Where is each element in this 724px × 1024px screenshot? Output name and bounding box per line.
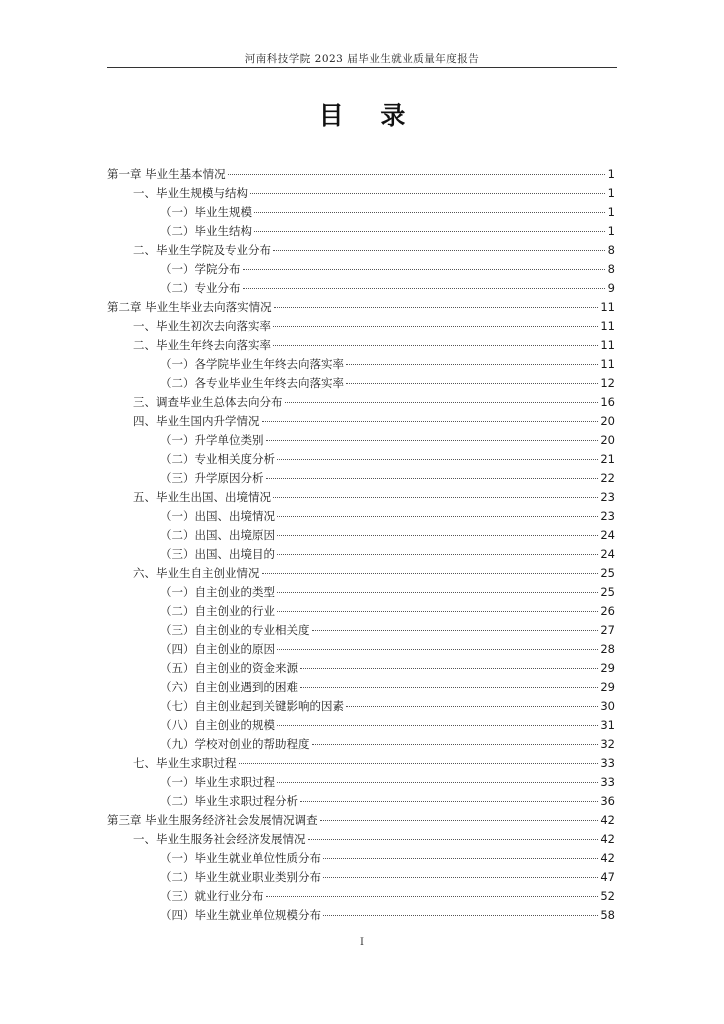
toc-entry-text: 一、毕业生规模与结构 xyxy=(133,186,248,200)
toc-entry[interactable] xyxy=(107,355,615,374)
toc-dot-leader xyxy=(262,573,599,574)
toc-dot-leader xyxy=(273,345,598,346)
toc-dot-leader xyxy=(300,801,598,802)
toc-dot-leader xyxy=(308,839,599,840)
toc-entry[interactable] xyxy=(107,526,615,545)
toc-entry[interactable] xyxy=(107,222,615,241)
toc-entry-page: 11 xyxy=(600,300,615,314)
toc-entry[interactable] xyxy=(107,792,615,811)
toc-entry-text: 二、毕业生年终去向落实率 xyxy=(133,338,271,352)
toc-entry[interactable] xyxy=(107,716,615,735)
toc-entry[interactable] xyxy=(107,165,615,184)
toc-entry[interactable] xyxy=(107,697,615,716)
toc-entry-text: （一）毕业生规模 xyxy=(160,205,252,219)
toc-entry-page: 25 xyxy=(600,566,615,580)
toc-entry-page: 12 xyxy=(600,376,615,390)
toc-dot-leader xyxy=(250,193,605,194)
toc-entry[interactable] xyxy=(107,507,615,526)
toc-dot-leader xyxy=(277,535,598,536)
toc-entry[interactable] xyxy=(107,830,615,849)
toc-entry-text: 三、调查毕业生总体去向分布 xyxy=(133,395,283,409)
toc-entry-text: （一）毕业生就业单位性质分布 xyxy=(160,851,321,865)
toc-dot-leader xyxy=(277,725,598,726)
toc-dot-leader xyxy=(243,288,606,289)
toc-entry-text: （四）自主创业的原因 xyxy=(160,642,275,656)
toc-title: 目 录 xyxy=(318,101,420,130)
toc-entry-text: 第二章 毕业生毕业去向落实情况 xyxy=(107,300,272,314)
toc-entry[interactable] xyxy=(107,412,615,431)
toc-entry[interactable] xyxy=(107,659,615,678)
toc-dot-leader xyxy=(277,516,598,517)
toc-dot-leader xyxy=(323,877,598,878)
toc-entry-text: （二）专业分布 xyxy=(160,281,241,295)
toc-entry[interactable] xyxy=(107,184,615,203)
toc-entry-page: 11 xyxy=(600,357,615,371)
toc-entry-page: 47 xyxy=(600,870,615,884)
toc-entry-page: 11 xyxy=(600,319,615,333)
toc-entry[interactable] xyxy=(107,868,615,887)
toc-entry-text: （二）毕业生求职过程分析 xyxy=(160,794,298,808)
toc-entry-text: 第三章 毕业生服务经济社会发展情况调查 xyxy=(107,813,318,827)
toc-entry-text: 一、毕业生服务社会经济发展情况 xyxy=(133,832,306,846)
toc-entry-text: （三）出国、出境目的 xyxy=(160,547,275,561)
header-rule xyxy=(107,67,617,68)
toc-entry-text: （一）自主创业的类型 xyxy=(160,585,275,599)
toc-entry-text: 第一章 毕业生基本情况 xyxy=(107,167,226,181)
toc-entry[interactable] xyxy=(107,583,615,602)
toc-dot-leader xyxy=(273,497,598,498)
toc-dot-leader xyxy=(300,668,598,669)
toc-entry-text: （一）出国、出境情况 xyxy=(160,509,275,523)
toc-entry[interactable] xyxy=(107,640,615,659)
toc-entry[interactable] xyxy=(107,469,615,488)
toc-entry[interactable] xyxy=(107,241,615,260)
toc-dot-leader xyxy=(273,326,598,327)
running-header: 河南科技学院 2023 届毕业生就业质量年度报告 xyxy=(244,53,480,65)
toc-entry-text: （五）自主创业的资金来源 xyxy=(160,661,298,675)
toc-dot-leader xyxy=(346,383,598,384)
toc-dot-leader xyxy=(266,478,599,479)
toc-entry-page: 1 xyxy=(607,167,615,181)
toc-dot-leader xyxy=(243,269,606,270)
toc-entry[interactable] xyxy=(107,564,615,583)
toc-entry-page: 30 xyxy=(600,699,615,713)
toc-dot-leader xyxy=(346,706,598,707)
toc-entry-page: 58 xyxy=(600,908,615,922)
toc-entry-page: 24 xyxy=(600,528,615,542)
toc-entry-text: （四）毕业生就业单位规模分布 xyxy=(160,908,321,922)
toc-entry-page: 32 xyxy=(600,737,615,751)
toc-entry-page: 25 xyxy=(600,585,615,599)
page-number: I xyxy=(360,937,364,948)
toc-entry-text: （三）就业行业分布 xyxy=(160,889,264,903)
toc-entry[interactable] xyxy=(107,678,615,697)
toc-entry-text: 二、毕业生学院及专业分布 xyxy=(133,243,271,257)
toc-entry[interactable] xyxy=(107,279,615,298)
toc-entry-text: （二）专业相关度分析 xyxy=(160,452,275,466)
toc-entry-page: 29 xyxy=(600,661,615,675)
toc-dot-leader xyxy=(254,212,605,213)
toc-entry-text: （二）出国、出境原因 xyxy=(160,528,275,542)
toc-dot-leader xyxy=(277,592,598,593)
toc-entry-page: 42 xyxy=(600,851,615,865)
toc-entry[interactable] xyxy=(107,735,615,754)
toc-entry-page: 52 xyxy=(600,889,615,903)
toc-entry-page: 36 xyxy=(600,794,615,808)
toc-entry-page: 1 xyxy=(607,224,615,238)
toc-entry-page: 42 xyxy=(600,813,615,827)
toc-entry-page: 1 xyxy=(607,186,615,200)
toc-entry[interactable] xyxy=(107,336,615,355)
toc-entry[interactable] xyxy=(107,887,615,906)
toc-entry[interactable] xyxy=(107,602,615,621)
toc-entry-text: （一）毕业生求职过程 xyxy=(160,775,275,789)
toc-entry-text: （二）各专业毕业生年终去向落实率 xyxy=(160,376,344,390)
toc-entry-page: 20 xyxy=(600,414,615,428)
toc-dot-leader xyxy=(277,649,598,650)
toc-entry-page: 24 xyxy=(600,547,615,561)
toc-entry[interactable] xyxy=(107,621,615,640)
toc-entry-text: 六、毕业生自主创业情况 xyxy=(133,566,260,580)
toc-entry-text: （九）学校对创业的帮助程度 xyxy=(160,737,310,751)
toc-entry-page: 8 xyxy=(607,262,615,276)
toc-dot-leader xyxy=(323,858,598,859)
toc-dot-leader xyxy=(320,820,599,821)
toc-dot-leader xyxy=(312,630,599,631)
toc-entry-text: （一）升学单位类别 xyxy=(160,433,264,447)
toc-entry-text: 四、毕业生国内升学情况 xyxy=(133,414,260,428)
toc-dot-leader xyxy=(346,364,598,365)
toc-entry-text: 七、毕业生求职过程 xyxy=(133,756,237,770)
toc-entry-page: 20 xyxy=(600,433,615,447)
toc-entry-text: （三）升学原因分析 xyxy=(160,471,264,485)
toc-entry-page: 33 xyxy=(600,775,615,789)
toc-entry-page: 23 xyxy=(600,509,615,523)
toc-entry[interactable] xyxy=(107,545,615,564)
toc-entry-page: 23 xyxy=(600,490,615,504)
toc-dot-leader xyxy=(277,782,598,783)
toc-dot-leader xyxy=(262,421,599,422)
toc-entry-text: （八）自主创业的规模 xyxy=(160,718,275,732)
toc-entry-page: 33 xyxy=(600,756,615,770)
toc-entry-text: 五、毕业生出国、出境情况 xyxy=(133,490,271,504)
toc-entry-text: （二）毕业生就业职业类别分布 xyxy=(160,870,321,884)
toc-entry-page: 9 xyxy=(607,281,615,295)
toc-entry-page: 11 xyxy=(600,338,615,352)
toc-entry-page: 21 xyxy=(600,452,615,466)
toc-dot-leader xyxy=(300,687,598,688)
toc-entry[interactable] xyxy=(107,298,615,317)
toc-entry-text: 一、毕业生初次去向落实率 xyxy=(133,319,271,333)
toc-dot-leader xyxy=(277,554,598,555)
toc-entry-text: （七）自主创业起到关键影响的因素 xyxy=(160,699,344,713)
toc-entry[interactable] xyxy=(107,431,615,450)
toc-entry-text: （二）毕业生结构 xyxy=(160,224,252,238)
toc-entry[interactable] xyxy=(107,203,615,222)
toc-entry[interactable] xyxy=(107,849,615,868)
toc-dot-leader xyxy=(285,402,599,403)
toc-entry[interactable] xyxy=(107,773,615,792)
toc-entry-page: 27 xyxy=(600,623,615,637)
toc-entry[interactable] xyxy=(107,260,615,279)
toc-entry[interactable] xyxy=(107,906,615,925)
toc-dot-leader xyxy=(228,174,605,175)
toc-entry[interactable] xyxy=(107,811,615,830)
toc-entry-text: （六）自主创业遇到的困难 xyxy=(160,680,298,694)
toc-entry-text: （三）自主创业的专业相关度 xyxy=(160,623,310,637)
toc-entry-page: 1 xyxy=(607,205,615,219)
toc-dot-leader xyxy=(254,231,605,232)
toc-dot-leader xyxy=(266,440,599,441)
toc-entry-page: 22 xyxy=(600,471,615,485)
toc-entry[interactable] xyxy=(107,317,615,336)
toc-entry-text: （一）各学院毕业生年终去向落实率 xyxy=(160,357,344,371)
toc-entry-page: 29 xyxy=(600,680,615,694)
toc-entry-page: 31 xyxy=(600,718,615,732)
toc-entry[interactable] xyxy=(107,754,615,773)
toc-dot-leader xyxy=(266,896,599,897)
toc-entry-page: 42 xyxy=(600,832,615,846)
toc-entry[interactable] xyxy=(107,393,615,412)
table-of-contents xyxy=(107,165,615,925)
toc-dot-leader xyxy=(312,744,599,745)
toc-dot-leader xyxy=(277,611,598,612)
toc-entry[interactable] xyxy=(107,488,615,507)
toc-entry-page: 28 xyxy=(600,642,615,656)
toc-dot-leader xyxy=(274,307,599,308)
toc-entry-page: 26 xyxy=(600,604,615,618)
toc-dot-leader xyxy=(323,915,598,916)
toc-entry-page: 8 xyxy=(607,243,615,257)
toc-entry[interactable] xyxy=(107,374,615,393)
toc-dot-leader xyxy=(277,459,598,460)
toc-dot-leader xyxy=(273,250,605,251)
toc-entry-text: （二）自主创业的行业 xyxy=(160,604,275,618)
toc-dot-leader xyxy=(239,763,599,764)
toc-entry-text: （一）学院分布 xyxy=(160,262,241,276)
toc-entry-page: 16 xyxy=(600,395,615,409)
toc-entry[interactable] xyxy=(107,450,615,469)
